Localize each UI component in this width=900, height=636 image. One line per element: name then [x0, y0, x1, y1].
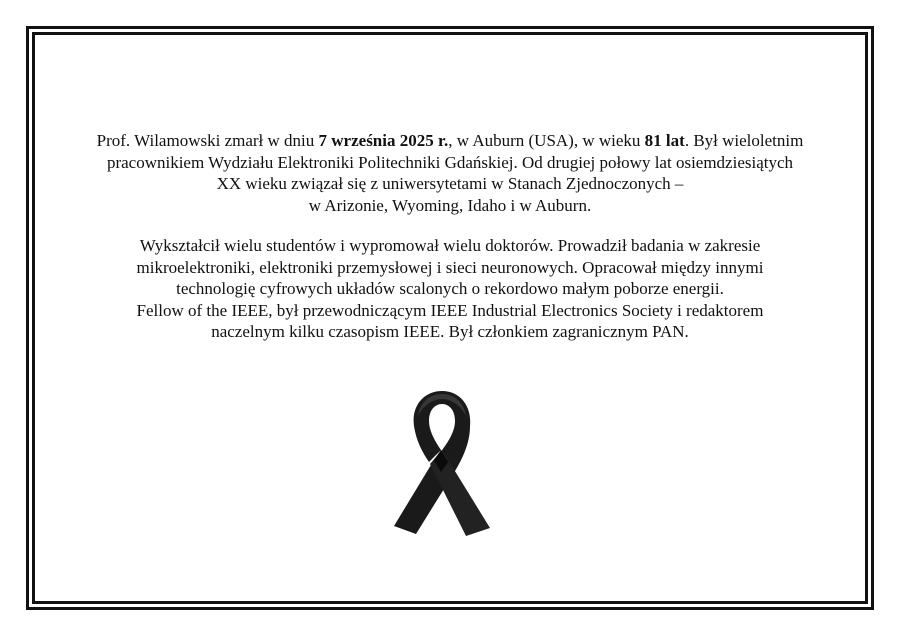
death-date: 7 września 2025 r.	[318, 131, 449, 150]
paragraph-2-line-5: naczelnym kilku czasopism IEEE. Był członkiem zagranicznym PAN.	[211, 322, 689, 341]
paragraph-1-line-1: Prof. Wilamowski zmarł w dniu 7 września 2025 r., w Auburn (USA), w wieku 81 lat. Był wieloletnim	[96, 131, 804, 150]
paragraph-1-line-3: XX wieku związał się z uniwersytetami w Stanach Zjednoczonych –	[216, 174, 684, 193]
obituary-paragraph-2	[60, 235, 840, 343]
age-at-death: 81 lat	[644, 131, 685, 150]
obituary-paragraph-1	[60, 130, 840, 216]
paragraph-2-line-3: technologię cyfrowych układów scalonych o rekordowo małym poborze energii.	[176, 279, 724, 298]
paragraph-1-line-4: w Arizonie, Wyoming, Idaho i w Auburn.	[308, 195, 592, 215]
paragraph-2-line-1: Wykształcił wielu studentów i wypromował wielu doktorów. Prowadził badania w zakresie	[139, 236, 761, 255]
paragraph-2-line-4: Fellow of the IEEE, był przewodniczącym IEEE Industrial Electronics Society i redaktorem	[136, 300, 764, 320]
paragraph-2-line-2: mikroelektroniki, elektroniki przemysłowej i sieci neuronowych. Opracował między innymi	[136, 257, 764, 277]
mourning-ribbon-icon	[394, 388, 490, 538]
paragraph-1-line-2: pracownikiem Wydziału Elektroniki Politechniki Gdańskiej. Od drugiej połowy lat osiemdziesiątych	[106, 152, 794, 172]
